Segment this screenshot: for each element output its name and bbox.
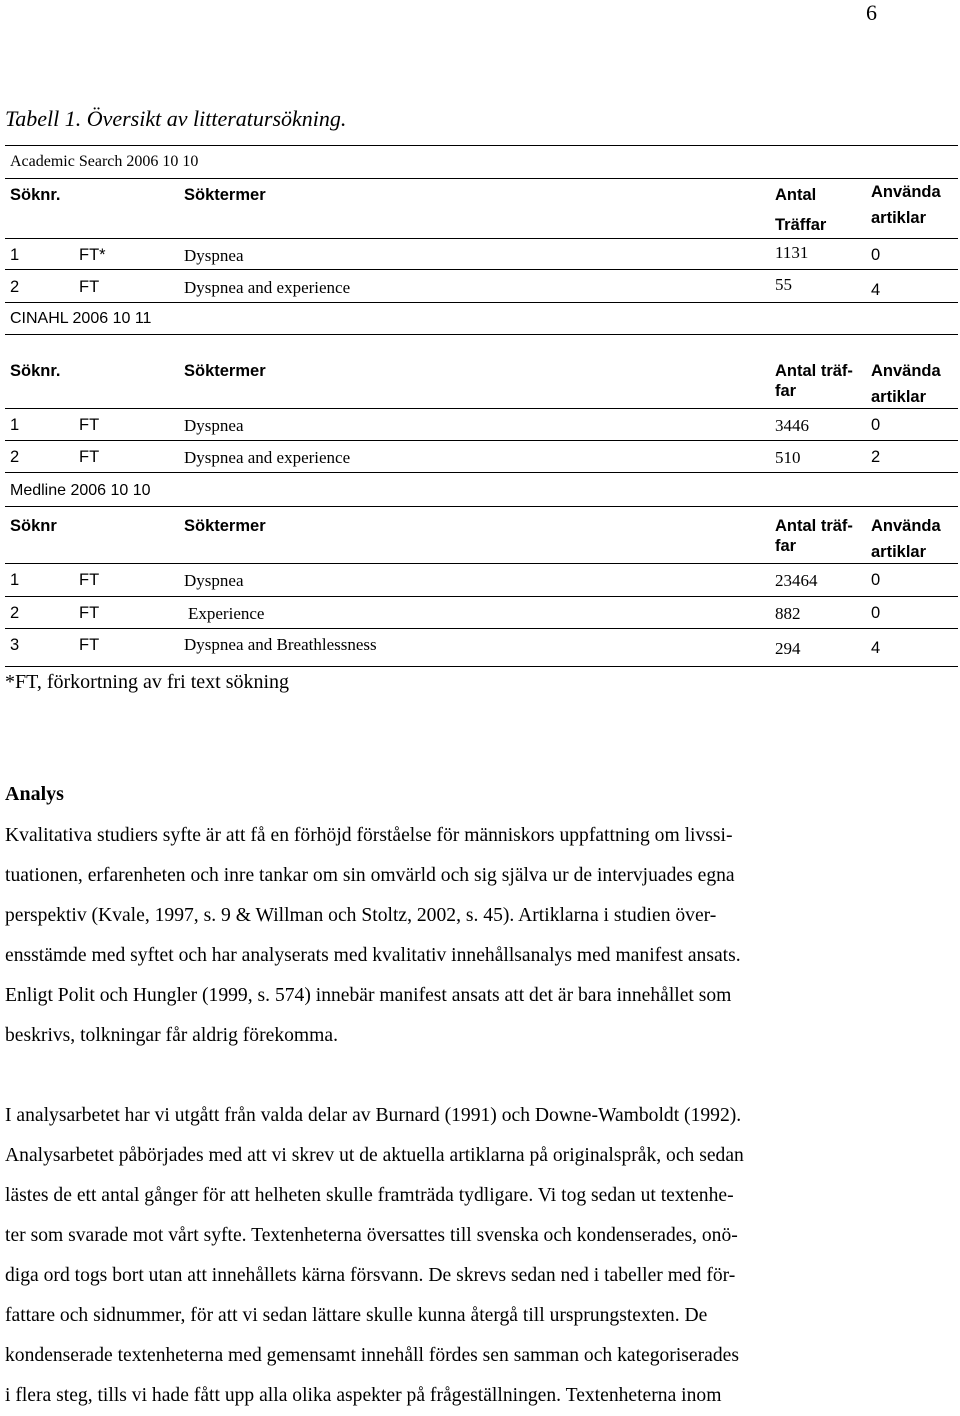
table-rule xyxy=(5,472,958,473)
row-term: Dyspnea xyxy=(184,416,244,435)
header-soktermer: Söktermer xyxy=(184,517,266,535)
paragraph-line: Kvalitativa studiers syfte är att få en förhöjd förståelse för människors uppfattning om livssi- xyxy=(5,825,733,846)
row-used: 0 xyxy=(871,246,881,264)
row-nr: 2 xyxy=(10,448,20,466)
row-used: 0 xyxy=(871,571,881,589)
row-used: 0 xyxy=(871,416,881,434)
row-hits: 23464 xyxy=(775,571,818,590)
row-nr: 2 xyxy=(10,278,20,296)
table-rule xyxy=(5,334,958,335)
header-anvanda-line2: artiklar xyxy=(871,388,927,406)
row-term: Dyspnea and Breathlessness xyxy=(184,635,377,654)
paragraph-line: fattare och sidnummer, för att vi sedan lättare skulle kunna återgå till ursprungstexten. De xyxy=(5,1305,708,1326)
row-hits: 55 xyxy=(775,275,792,294)
header-soktermer: Söktermer xyxy=(184,362,266,380)
table-rule xyxy=(5,408,958,409)
paragraph-line: Enligt Polit och Hungler (1999, s. 574) innebär manifest ansats att det är bara innehållet som xyxy=(5,985,732,1006)
row-hits: 3446 xyxy=(775,416,809,435)
paragraph xyxy=(5,1096,950,1416)
table-rule xyxy=(5,563,958,564)
header-soknr: Söknr. xyxy=(10,362,61,380)
table-rule xyxy=(5,178,958,179)
row-type: FT xyxy=(79,278,100,296)
header-antal-line2: far xyxy=(775,382,797,400)
paragraph-line: tuationen, erfarenheten och inre tankar om sin omvärld och sig själva ur de intervjuades egna xyxy=(5,865,735,886)
database-name: CINAHL 2006 10 11 xyxy=(10,310,152,327)
header-antal-line2: far xyxy=(775,537,797,555)
row-hits: 294 xyxy=(775,639,801,658)
table-rule xyxy=(5,596,958,597)
header-antal-line2: Träffar xyxy=(775,216,827,234)
header-antal: Antal xyxy=(775,186,817,204)
paragraph-line: Analysarbetet påbörjades med att vi skrev ut de aktuella artiklarna på originalspråk, och sedan xyxy=(5,1145,744,1166)
table-rule xyxy=(5,666,958,667)
row-nr: 1 xyxy=(10,246,20,264)
header-soktermer: Söktermer xyxy=(184,186,266,204)
page-number: 6 xyxy=(866,0,877,25)
row-nr: 1 xyxy=(10,416,20,434)
table-rule xyxy=(5,238,958,239)
row-nr: 2 xyxy=(10,604,20,622)
paragraph-line: ter som svarade mot vårt syfte. Textenheterna översattes till svenska och kondenserades, onö- xyxy=(5,1225,738,1246)
row-type: FT xyxy=(79,448,100,466)
header-anvanda-line2: artiklar xyxy=(871,543,927,561)
header-anvanda: Använda xyxy=(871,362,941,380)
paragraph xyxy=(5,816,950,1056)
row-type: FT* xyxy=(79,246,106,264)
row-type: FT xyxy=(79,416,100,434)
paragraph-line: beskrivs, tolkningar får aldrig förekomma. xyxy=(5,1025,338,1046)
row-term: Dyspnea xyxy=(184,246,244,265)
row-hits: 882 xyxy=(775,604,801,623)
paragraph-line: I analysarbetet har vi utgått från valda delar av Burnard (1991) och Downe-Wamboldt (1992). xyxy=(5,1105,742,1126)
paragraph-line: kondenserade textenheterna med gemensamt innehåll fördes sen samman och kategoriserades xyxy=(5,1345,739,1366)
row-used: 4 xyxy=(871,281,881,299)
header-antal: Antal träf- xyxy=(775,517,853,535)
table-caption: Tabell 1. Översikt av litteratursökning. xyxy=(5,106,347,131)
header-soknr: Söknr. xyxy=(10,186,61,204)
row-nr: 3 xyxy=(10,636,20,654)
header-antal: Antal träf- xyxy=(775,362,853,380)
table-rule xyxy=(5,269,958,270)
row-term: Dyspnea and experience xyxy=(184,448,351,467)
row-nr: 1 xyxy=(10,571,20,589)
paragraph-line: lästes de ett antal gånger för att helheten skulle framträda tydligare. Vi tog sedan ut textenhe- xyxy=(5,1185,734,1206)
header-anvanda: Använda xyxy=(871,517,941,535)
row-hits: 510 xyxy=(775,448,801,467)
row-term: Experience xyxy=(188,604,265,623)
table-rule xyxy=(5,440,958,441)
row-type: FT xyxy=(79,604,100,622)
database-name: Academic Search 2006 10 10 xyxy=(10,153,199,170)
row-used: 0 xyxy=(871,604,881,622)
database-name: Medline 2006 10 10 xyxy=(10,482,151,499)
table-rule xyxy=(5,302,958,303)
row-term: Dyspnea and experience xyxy=(184,278,351,297)
header-anvanda-line2: artiklar xyxy=(871,209,927,227)
row-hits: 1131 xyxy=(775,243,809,262)
table-rule xyxy=(5,506,958,507)
row-used: 4 xyxy=(871,639,881,657)
paragraph-line: perspektiv (Kvale, 1997, s. 9 & Willman och Stoltz, 2002, s. 45). Artiklarna i studien över- xyxy=(5,905,717,926)
table-rule xyxy=(5,628,958,629)
row-term: Dyspnea xyxy=(184,571,244,590)
paragraph-line: ensstämde med syftet och har analyserats med kvalitativ innehållsanalys med manifest ansats. xyxy=(5,945,741,966)
paragraph-line: diga ord togs bort utan att innehållets kärna försvann. De skrevs sedan ned i tabeller med för- xyxy=(5,1265,736,1286)
row-used: 2 xyxy=(871,448,881,466)
row-type: FT xyxy=(79,636,100,654)
table-rule xyxy=(5,145,958,146)
row-type: FT xyxy=(79,571,100,589)
section-heading: Analys xyxy=(5,783,64,805)
table-footnote: *FT, förkortning av fri text sökning xyxy=(5,671,290,693)
header-soknr: Söknr xyxy=(10,517,57,535)
paragraph-line: i flera steg, tills vi hade fått upp alla olika aspekter på frågeställningen. Textenheterna inom xyxy=(5,1385,722,1406)
header-anvanda: Använda xyxy=(871,183,941,201)
